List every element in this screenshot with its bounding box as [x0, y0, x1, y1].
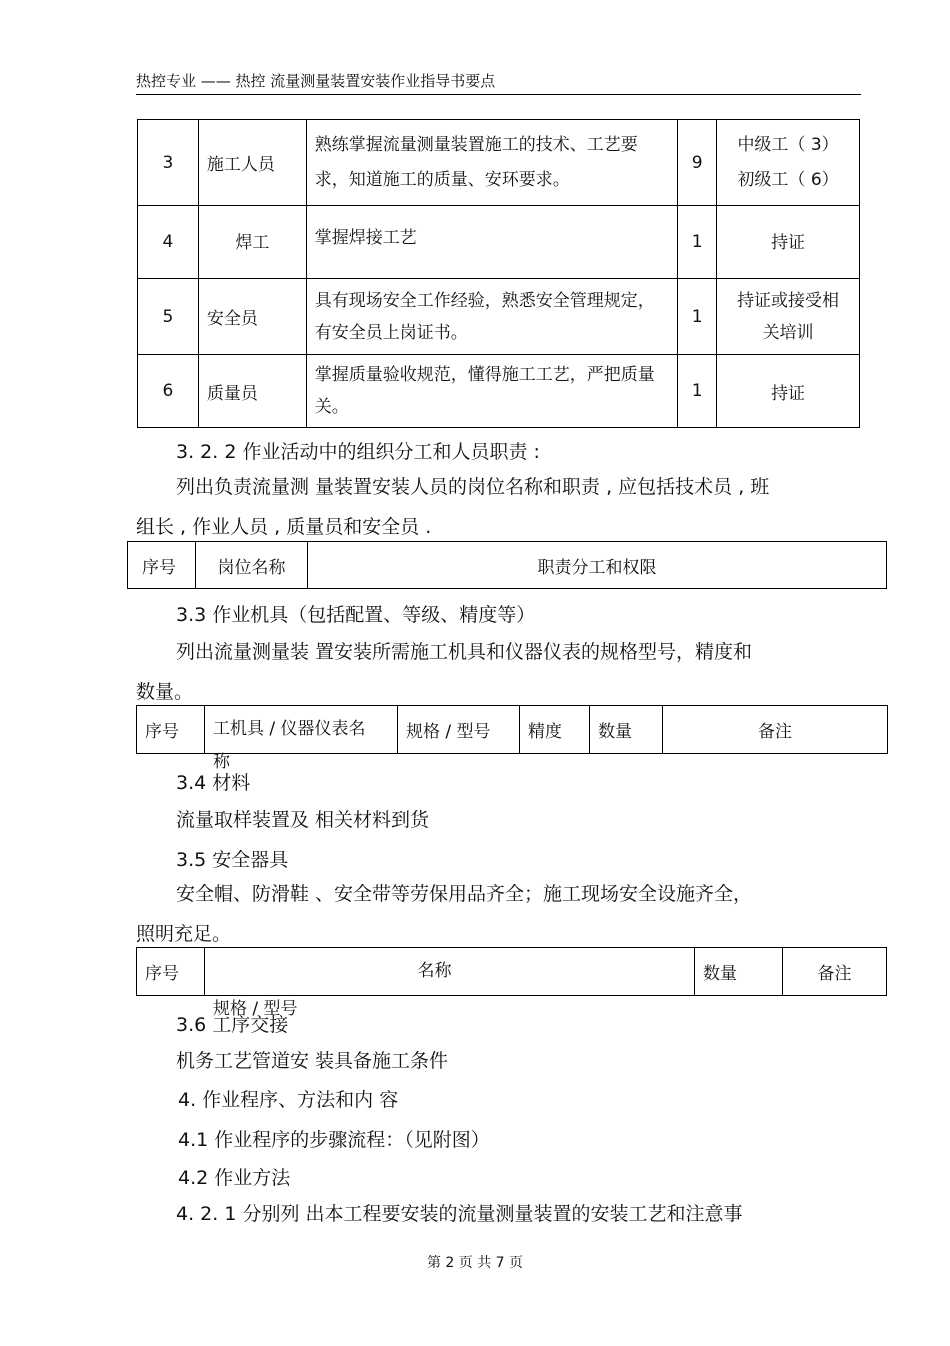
table-header-row: [137, 948, 887, 996]
post-name: 施工人员: [198, 120, 306, 206]
tool-name-label: 工机具 / 仪器仪表名: [213, 719, 366, 739]
paragraph-line: 列出流量测量装 置安装所需施工机具和仪器仪表的规格型号，精度和: [176, 641, 753, 663]
column-header-spec: 规格 / 型号: [398, 706, 520, 754]
requirement: 具有现场安全工作经验，熟悉安全管理规定，有安全员上岗证书。: [306, 279, 677, 355]
table-row: [138, 120, 860, 206]
remark: 中级工（ 3） 初级工（ 6）: [717, 120, 860, 206]
paragraph-line: 数量。: [136, 681, 194, 703]
safety-table: [136, 947, 887, 1019]
post-name: 质量员: [198, 355, 306, 428]
section-heading-35: 3.5 安全器具: [176, 849, 289, 871]
table-row: [138, 206, 860, 279]
personnel-table: [137, 119, 860, 428]
column-header-post: 岗位名称: [196, 542, 308, 589]
requirement: 掌握质量验收规范，懂得施工工艺，严把质量关。: [306, 355, 677, 428]
section-heading-42: 4.2 作业方法: [178, 1167, 291, 1189]
headcount: 1: [678, 355, 717, 428]
headcount: 1: [678, 206, 717, 279]
paragraph-line: 照明充足。: [136, 923, 232, 945]
headcount: 1: [678, 279, 717, 355]
paragraph-line: 流量取样装置及 相关材料到货: [176, 809, 430, 831]
table-header-row: [128, 542, 887, 589]
name-label: 名称: [417, 961, 452, 981]
section-heading-34: 3.4 材料: [176, 772, 251, 794]
row-number: 3: [138, 120, 199, 206]
section-heading-4: 4. 作业程序、方法和内 容: [178, 1089, 399, 1111]
table-row: [138, 355, 860, 428]
column-header-number: 序号: [137, 948, 205, 996]
headcount: 9: [678, 120, 717, 206]
header-divider: [136, 94, 861, 95]
page-header: 热控专业 —— 热控 流量测量装置安装作业指导书要点: [136, 72, 496, 90]
table-header-row: [137, 706, 888, 754]
column-header-remark: 备注: [783, 948, 887, 996]
section-heading-322: 3. 2. 2 作业活动中的组织分工和人员职责 :: [176, 441, 540, 463]
column-header-tool-name: 工机具 / 仪器仪表名 称: [205, 706, 398, 754]
paragraph-line: 列出负责流量测 量装置安装人员的岗位名称和职责 , 应包括技术员 , 班: [176, 476, 770, 498]
spec-label: 规格 / 型号: [213, 999, 298, 1019]
paragraph-line: 机务工艺管道安 装具备施工条件: [176, 1050, 449, 1072]
requirement: 熟练掌握流量测量装置施工的技术、工艺要求，知道施工的质量、安环要求。: [306, 120, 677, 206]
row-number: 4: [138, 206, 199, 279]
tool-table: [136, 705, 888, 772]
column-header-number: 序号: [128, 542, 196, 589]
column-header-number: 序号: [137, 706, 205, 754]
remark: 持证或接受相关培训: [717, 279, 860, 355]
column-header-quantity: 数量: [695, 948, 783, 996]
table-row: [138, 279, 860, 355]
column-header-remark: 备注: [663, 706, 888, 754]
row-number: 6: [138, 355, 199, 428]
paragraph-line: 安全帽、防滑鞋 、安全带等劳保用品齐全；施工现场安全设施齐全，: [176, 883, 753, 905]
section-heading-421: 4. 2. 1 分别列 出本工程要安装的流量测量装置的安装工艺和注意事: [176, 1203, 743, 1225]
remark: 持证: [717, 206, 860, 279]
page-footer: 第 2 页 共 7 页: [426, 1255, 524, 1271]
section-heading-41: 4.1 作业程序的步骤流程：（见附图）: [178, 1129, 490, 1151]
section-heading-36: 3.6 工序交接: [176, 1014, 289, 1036]
requirement: 掌握焊接工艺: [306, 206, 677, 279]
column-header-name: [205, 948, 695, 1019]
post-name: 焊工: [198, 206, 306, 279]
duty-table: [127, 541, 887, 589]
row-number: 5: [138, 279, 199, 355]
post-name: 安全员: [198, 279, 306, 355]
column-header-duty: 职责分工和权限: [308, 542, 887, 589]
remark: 持证: [717, 355, 860, 428]
column-header-precision: 精度: [520, 706, 590, 754]
section-heading-33: 3.3 作业机具（包括配置、等级、精度等）: [176, 604, 536, 626]
paragraph-line: 组长 , 作业人员 , 质量员和安全员 .: [136, 516, 432, 538]
column-header-quantity: 数量: [590, 706, 663, 754]
